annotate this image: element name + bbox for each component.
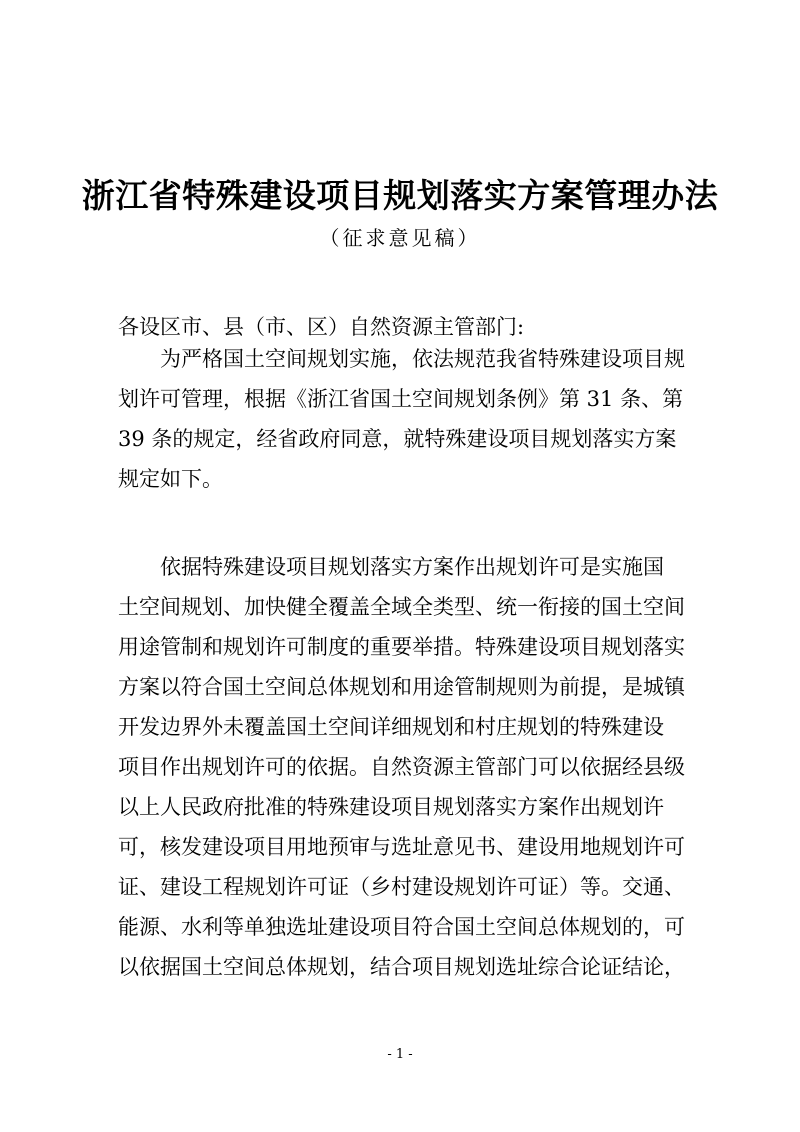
paragraph2-line: 项目作出规划许可的依据。自然资源主管部门可以依据经县级 [118, 755, 685, 779]
paragraph1-line: 划许可管理，根据《浙江省国土空间规划条例》第 31 条、第 [118, 387, 684, 411]
salutation: 各设区市、县（市、区）自然资源主管部门: [118, 315, 525, 339]
paragraph2-line: 能源、水利等单独选址建设项目符合国土空间总体规划的，可 [118, 915, 685, 939]
paragraph2-line: 以上人民政府批准的特殊建设项目规划落实方案作出规划许 [118, 795, 664, 819]
paragraph1-line: 39 条的规定，经省政府同意，就特殊建设项目规划落实方案 [118, 427, 677, 451]
page-number: - 1 - [387, 1047, 413, 1062]
paragraph2-line: 证、建设工程规划许可证（乡村建设规划许可证）等。交通、 [118, 875, 685, 899]
paragraph2-line: 开发边界外未覆盖国土空间详细规划和村庄规划的特殊建设 [118, 715, 664, 739]
paragraph2-line: 方案以符合国土空间总体规划和用途管制规则为前提，是城镇 [118, 675, 685, 699]
paragraph2-line: 以依据国土空间总体规划，结合项目规划选址综合论证结论， [118, 955, 685, 979]
paragraph1-line: 规定如下。 [118, 467, 223, 491]
document-title: 浙江省特殊建设项目规划落实方案管理办法 [81, 176, 719, 215]
paragraph2-line: 依据特殊建设项目规划落实方案作出规划许可是实施国 [160, 555, 664, 579]
document-subtitle: （征求意见稿） [319, 226, 481, 250]
paragraph2-line: 用途管制和规划许可制度的重要举措。特殊建设项目规划落实 [118, 635, 685, 659]
paragraph1-line: 为严格国土空间规划实施，依法规范我省特殊建设项目规 [160, 347, 685, 371]
paragraph2-line: 可，核发建设项目用地预审与选址意见书、建设用地规划许可 [118, 835, 685, 859]
paragraph2-line: 土空间规划、加快健全覆盖全域全类型、统一衔接的国土空间 [118, 595, 685, 619]
